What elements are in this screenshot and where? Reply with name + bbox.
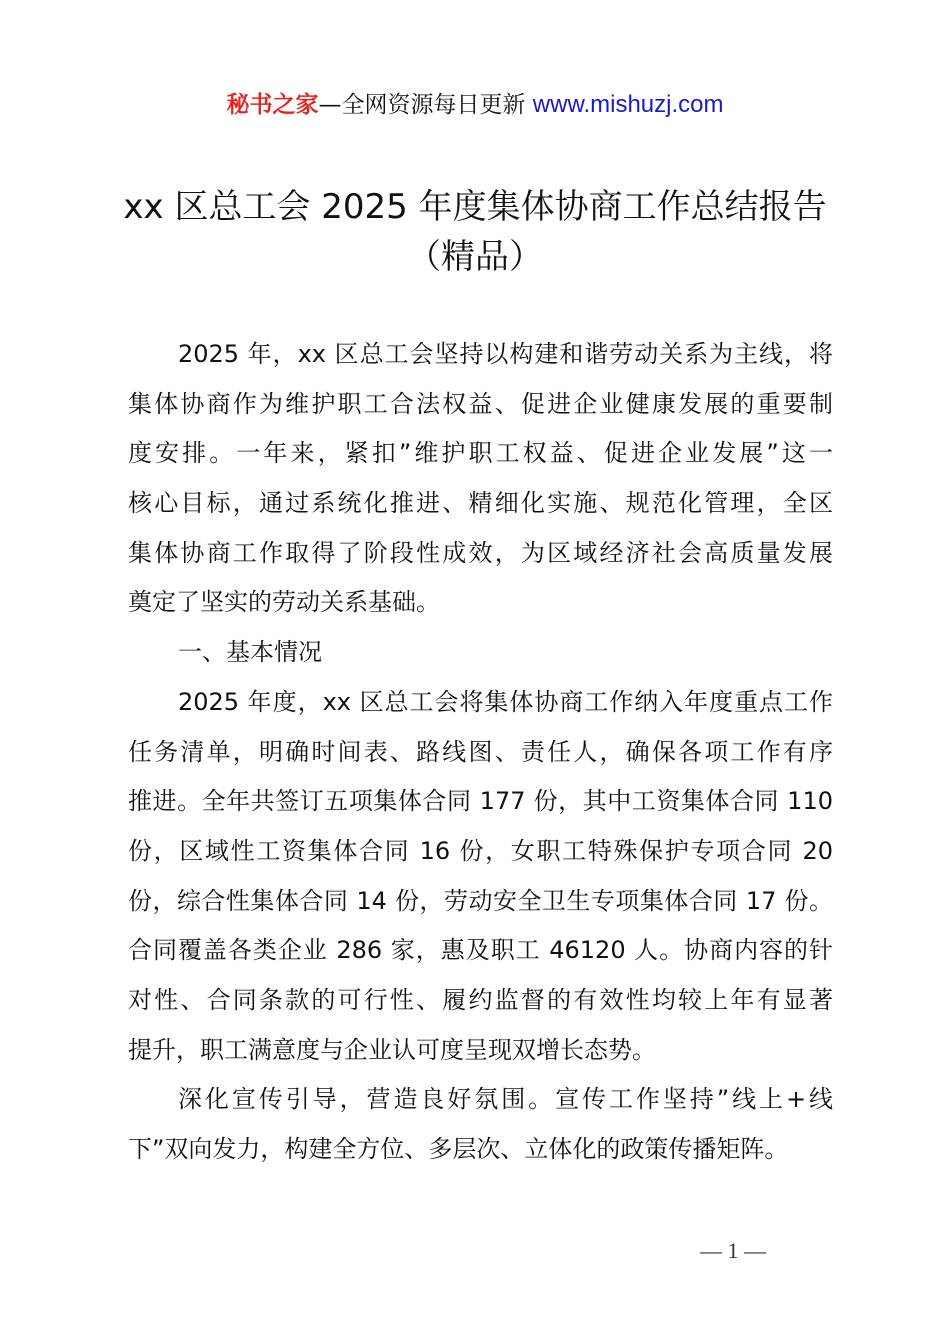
title-line-2: （精品） xyxy=(407,237,543,277)
paragraph xyxy=(128,330,833,628)
document-body xyxy=(128,330,833,1175)
paragraph xyxy=(128,628,833,678)
text-line: 奠定了坚实的劳动关系基础。 xyxy=(128,588,440,617)
text-line: 推进。全年共签订五项集体合同 177 份，其中工资集体合同 110 xyxy=(128,787,833,816)
paragraph xyxy=(128,678,833,1076)
title-line-1: xx 区总工会 2025 年度集体协商工作总结报告 xyxy=(123,187,827,227)
text-line: 任务清单，明确时间表、路线图、责任人，确保各项工作有序 xyxy=(128,737,833,766)
text-line: 对性、合同条款的可行性、履约监督的有效性均较上年有显著 xyxy=(128,985,833,1014)
text-line: 2025 年度，xx 区总工会将集体协商工作纳入年度重点工作 xyxy=(178,687,833,716)
text-line: 集体协商工作取得了阶段性成效，为区域经济社会高质量发展 xyxy=(128,538,833,567)
document-title xyxy=(0,182,950,282)
text-line: 一、基本情况 xyxy=(178,638,322,667)
text-line: 深化宣传引导，营造良好氛围。宣传工作坚持”线上+线 xyxy=(178,1085,833,1114)
text-line: 合同覆盖各类企业 286 家，惠及职工 46120 人。协商内容的针 xyxy=(128,936,833,965)
text-line: 下”双向发力，构建全方位、多层次、立体化的政策传播矩阵。 xyxy=(128,1135,789,1163)
text-line: 集体协商作为维护职工合法权益、促进企业健康发展的重要制 xyxy=(128,389,833,418)
text-line: 2025 年，xx 区总工会坚持以构建和谐劳动关系为主线，将 xyxy=(178,340,833,368)
text-line: 份，区域性工资集体合同 16 份，女职工特殊保护专项合同 20 xyxy=(128,836,833,865)
text-line: 核心目标，通过系统化推进、精细化实施、规范化管理，全区 xyxy=(128,489,833,518)
brand-name: 秘书之家 xyxy=(226,92,319,118)
site-url-link[interactable]: www.mishuzj.com xyxy=(532,91,724,118)
site-banner xyxy=(0,88,950,122)
paragraph xyxy=(128,1075,833,1174)
page-number: — 1 — xyxy=(700,1238,766,1263)
text-line: 份，综合性集体合同 14 份，劳动安全卫生专项集体合同 17 份。 xyxy=(128,886,833,915)
text-line: 度安排。一年来，紧扣”维护职工权益、促进企业发展”这一 xyxy=(128,439,833,468)
banner-tagline: —全网资源每日更新 xyxy=(318,92,533,118)
text-line: 提升，职工满意度与企业认可度呈现双增长态势。 xyxy=(128,1035,656,1064)
